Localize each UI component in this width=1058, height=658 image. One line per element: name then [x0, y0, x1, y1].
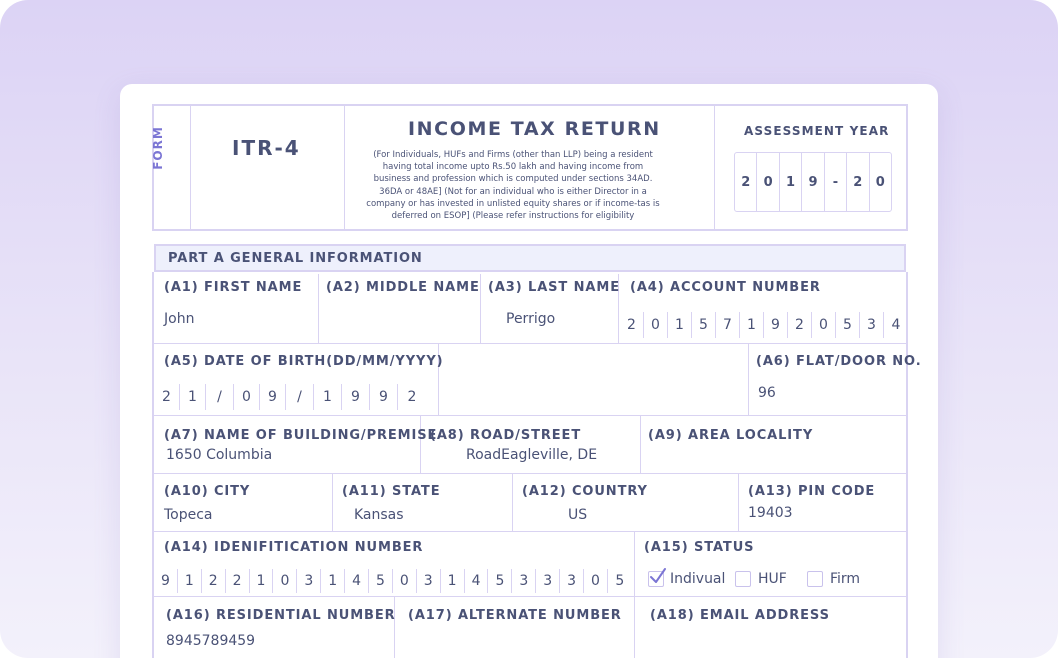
col-divider	[394, 597, 395, 658]
alternate-label: (A17) ALTERNATE NUMBER	[408, 608, 622, 623]
form-code: ITR-4	[232, 136, 301, 160]
account-number-label: (A4) ACCOUNT NUMBER	[630, 280, 821, 295]
id-digit: 5	[615, 573, 625, 589]
col-divider	[640, 416, 641, 473]
road-label: (A8) ROAD/STREET	[430, 428, 582, 443]
form-label: FORM	[151, 126, 165, 170]
city-label: (A10) CITY	[164, 484, 251, 499]
account-digit: 5	[692, 312, 716, 338]
account-digit: 7	[716, 312, 740, 338]
id-digit: 2	[226, 569, 250, 593]
status-firm-label: Firm	[830, 571, 861, 587]
dob-char: 1	[314, 384, 342, 410]
col-divider	[420, 416, 421, 473]
id-digit: 0	[584, 569, 608, 593]
id-digit: 3	[512, 569, 536, 593]
col-divider	[480, 274, 481, 343]
status-huf-label: HUF	[758, 571, 787, 587]
account-digit: 5	[836, 312, 860, 338]
id-digit: 0	[273, 569, 297, 593]
dob-char: 9	[260, 384, 286, 410]
flat-label: (A6) FLAT/DOOR NO.	[756, 354, 922, 369]
dob-char: 2	[407, 389, 417, 405]
pin-label: (A13) PIN CODE	[748, 484, 876, 499]
id-digit: 4	[345, 569, 369, 593]
building-label: (A7) NAME OF BUILDING/PREMISE	[164, 428, 438, 443]
account-digit: 0	[812, 312, 836, 338]
col-divider	[634, 597, 635, 658]
account-digit: 9	[764, 312, 788, 338]
city-field[interactable]: Topeca	[164, 507, 213, 523]
account-digit: 1	[740, 312, 764, 338]
id-digit: 9	[154, 569, 178, 593]
residential-field[interactable]: 8945789459	[166, 633, 256, 649]
account-digit: 1	[668, 312, 692, 338]
header-divider	[344, 106, 345, 229]
status-huf-checkbox[interactable]	[735, 571, 751, 587]
first-name-field[interactable]: John	[164, 311, 195, 327]
id-digit: 5	[488, 569, 512, 593]
account-digit: 0	[644, 312, 668, 338]
email-field[interactable]	[650, 633, 900, 653]
form-description: (For Individuals, HUFs and Firms (other than LLP) being a resident having total income upto Rs.50 lakh and having income from business and profession which is computed under sections 34AD. 36DA or 48AE] (Not for an individual who is either Director in a company or has invested in unlisted equity shares or if income-tas is deferred on ESOP] (Please refer instructions for eligibility	[366, 150, 660, 222]
account-digit: 2	[620, 312, 644, 338]
status-individual-checkbox[interactable]	[648, 571, 664, 587]
form-title: INCOME TAX RETURN	[408, 118, 661, 140]
state-field[interactable]: Kansas	[354, 507, 404, 523]
year-char: -	[825, 153, 847, 211]
id-digit: 1	[441, 569, 465, 593]
row-divider	[154, 343, 906, 344]
header-divider	[714, 106, 715, 229]
row-divider	[154, 596, 906, 597]
area-label: (A9) AREA LOCALITY	[648, 428, 814, 443]
id-digit: 3	[560, 569, 584, 593]
dob-char: 9	[342, 384, 370, 410]
section-header	[154, 244, 906, 272]
dob-char: 0	[234, 384, 260, 410]
id-digit: 4	[465, 569, 489, 593]
id-digit: 3	[536, 569, 560, 593]
id-digit: 0	[393, 569, 417, 593]
alternate-field[interactable]	[408, 633, 628, 653]
row-divider	[154, 531, 906, 532]
row-divider	[154, 415, 906, 416]
status-individual-label: Indivual	[670, 571, 726, 587]
status-firm-checkbox[interactable]	[807, 571, 823, 587]
col-divider	[318, 274, 319, 343]
col-divider	[512, 474, 513, 531]
dob-char: /	[206, 384, 234, 410]
id-digit: 1	[250, 569, 274, 593]
dob-char: /	[286, 384, 314, 410]
header-divider	[190, 106, 191, 229]
id-digit: 2	[202, 569, 226, 593]
row-divider	[154, 473, 906, 474]
section-title: PART A GENERAL INFORMATION	[168, 251, 423, 266]
email-label: (A18) EMAIL ADDRESS	[650, 608, 830, 623]
account-digit: 2	[788, 312, 812, 338]
year-char: 0	[757, 153, 779, 211]
last-name-label: (A3) LAST NAME	[488, 280, 620, 295]
area-field[interactable]	[648, 447, 898, 467]
country-label: (A12) COUNTRY	[522, 484, 648, 499]
state-label: (A11) STATE	[342, 484, 441, 499]
road-field[interactable]: RoadEagleville, DE	[466, 447, 598, 463]
assessment-year-label: ASSESSMENT YEAR	[744, 124, 890, 138]
checkmark-icon	[648, 566, 668, 586]
account-number-field[interactable]	[620, 312, 908, 338]
flat-field[interactable]: 96	[758, 385, 776, 401]
col-divider	[634, 532, 635, 596]
year-char: 1	[780, 153, 802, 211]
first-name-label: (A1) FIRST NAME	[164, 280, 303, 295]
country-field[interactable]: US	[568, 507, 588, 523]
account-digit: 3	[860, 312, 884, 338]
id-digit: 3	[297, 569, 321, 593]
col-divider	[738, 474, 739, 531]
pin-field[interactable]: 19403	[748, 505, 793, 521]
account-digit: 4	[891, 317, 901, 333]
year-char: 2	[847, 153, 869, 211]
year-char: 0	[875, 174, 885, 190]
status-label: (A15) STATUS	[644, 540, 755, 555]
dob-char: 1	[180, 384, 206, 410]
middle-name-field[interactable]	[326, 311, 474, 331]
dob-char: 9	[370, 384, 398, 410]
id-digit: 1	[178, 569, 202, 593]
itr-form-card	[120, 84, 938, 658]
id-digit: 3	[417, 569, 441, 593]
dob-char: 2	[154, 384, 180, 410]
col-divider	[748, 344, 749, 415]
dob-label: (A5) DATE OF BIRTH(DD/MM/YYYY)	[164, 354, 444, 369]
building-field[interactable]: 1650 Columbia	[166, 447, 273, 463]
id-digit: 5	[369, 569, 393, 593]
last-name-field[interactable]: Perrigo	[506, 311, 556, 327]
id-number-label: (A14) IDENIFITICATION NUMBER	[164, 540, 424, 555]
col-divider	[332, 474, 333, 531]
year-char: 2	[735, 153, 757, 211]
dob-field[interactable]	[154, 384, 432, 410]
year-char: 9	[802, 153, 824, 211]
middle-name-label: (A2) MIDDLE NAME	[326, 280, 480, 295]
assessment-year-field[interactable]	[734, 152, 892, 212]
residential-label: (A16) RESIDENTIAL NUMBER	[166, 608, 396, 623]
id-digit: 1	[321, 569, 345, 593]
id-number-field[interactable]	[154, 569, 632, 593]
